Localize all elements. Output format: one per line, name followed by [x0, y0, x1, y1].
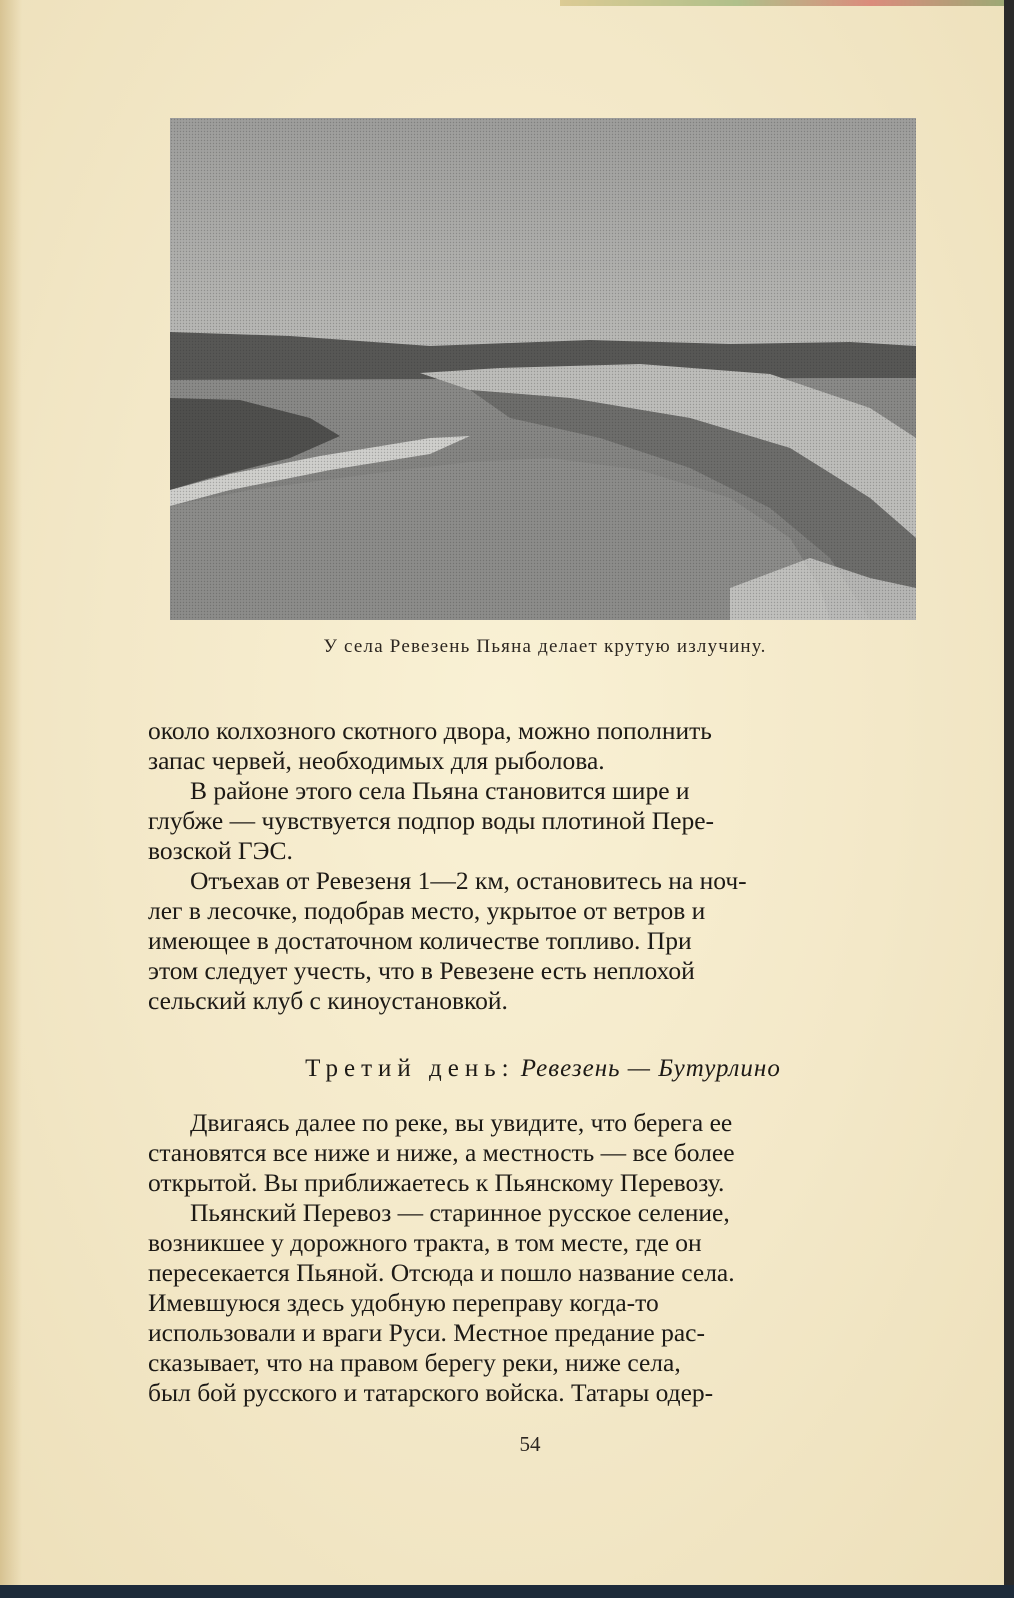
- text-line: открытой. Вы приближаетесь к Пьянскому Перевозу.: [148, 1168, 725, 1197]
- text-line: сказывает, что на правом берегу реки, ниже села,: [148, 1348, 681, 1377]
- paragraph: [148, 1108, 938, 1198]
- river-photo: [170, 118, 916, 620]
- text-line: сельский клуб с киноустановкой.: [148, 986, 508, 1015]
- main-text-block: [148, 1108, 938, 1408]
- text-line: использовали и враги Руси. Местное предание рас-: [148, 1318, 705, 1347]
- text-line: глубже — чувствуется подпор воды плотиной Пере-: [148, 806, 715, 835]
- text-line: возской ГЭС.: [148, 836, 293, 865]
- text-line: пересекается Пьяной. Отсюда и пошло название села.: [148, 1258, 735, 1287]
- photo-caption: У села Ревезень Пьяна делает крутую излучину.: [323, 636, 767, 657]
- book-cover-edge: [0, 1585, 1014, 1598]
- text-line: запас червей, необходимых для рыболова.: [148, 746, 605, 775]
- day-label: Третий день:: [305, 1055, 515, 1082]
- text-line: этом следует учесть, что в Ревезене есть неплохой: [148, 956, 695, 985]
- text-line: лег в лесочке, подобрав место, укрытое от ветров и: [148, 896, 706, 925]
- text-line: Отъехав от Ревезеня 1—2 км, остановитесь на ноч-: [190, 866, 747, 895]
- text-line: был бой русского и татарского войска. Татары одер-: [148, 1378, 714, 1407]
- text-line: В районе этого села Пьяна становится шире и: [190, 776, 690, 805]
- text-line: становятся все ниже и ниже, а местность — все более: [148, 1138, 735, 1167]
- page-number: 54: [519, 1432, 541, 1456]
- paragraph-continuation: [148, 716, 938, 776]
- text-line: Пьянский Перевоз — старинное русское селение,: [190, 1198, 730, 1227]
- paragraph: [148, 1198, 938, 1408]
- text-line: Имевшуюся здесь удобную переправу когда-то: [148, 1288, 659, 1317]
- text-line: Двигаясь далее по реке, вы увидите, что берега ее: [190, 1108, 733, 1137]
- text-line: около колхозного скотного двора, можно пополнить: [148, 716, 712, 745]
- text-line: возникшее у дорожного тракта, в том месте, где он: [148, 1228, 702, 1257]
- route-label: Ревезень — Бутурлино: [520, 1055, 781, 1082]
- paragraph: [148, 866, 938, 1016]
- intro-text-block: [148, 716, 938, 1016]
- cover-edge-strip: [560, 0, 1004, 6]
- text-line: имеющее в достаточном количестве топливо. При: [148, 926, 692, 955]
- section-heading: [148, 1055, 938, 1083]
- paragraph: [148, 776, 938, 866]
- page-binding-shadow: [0, 0, 22, 1585]
